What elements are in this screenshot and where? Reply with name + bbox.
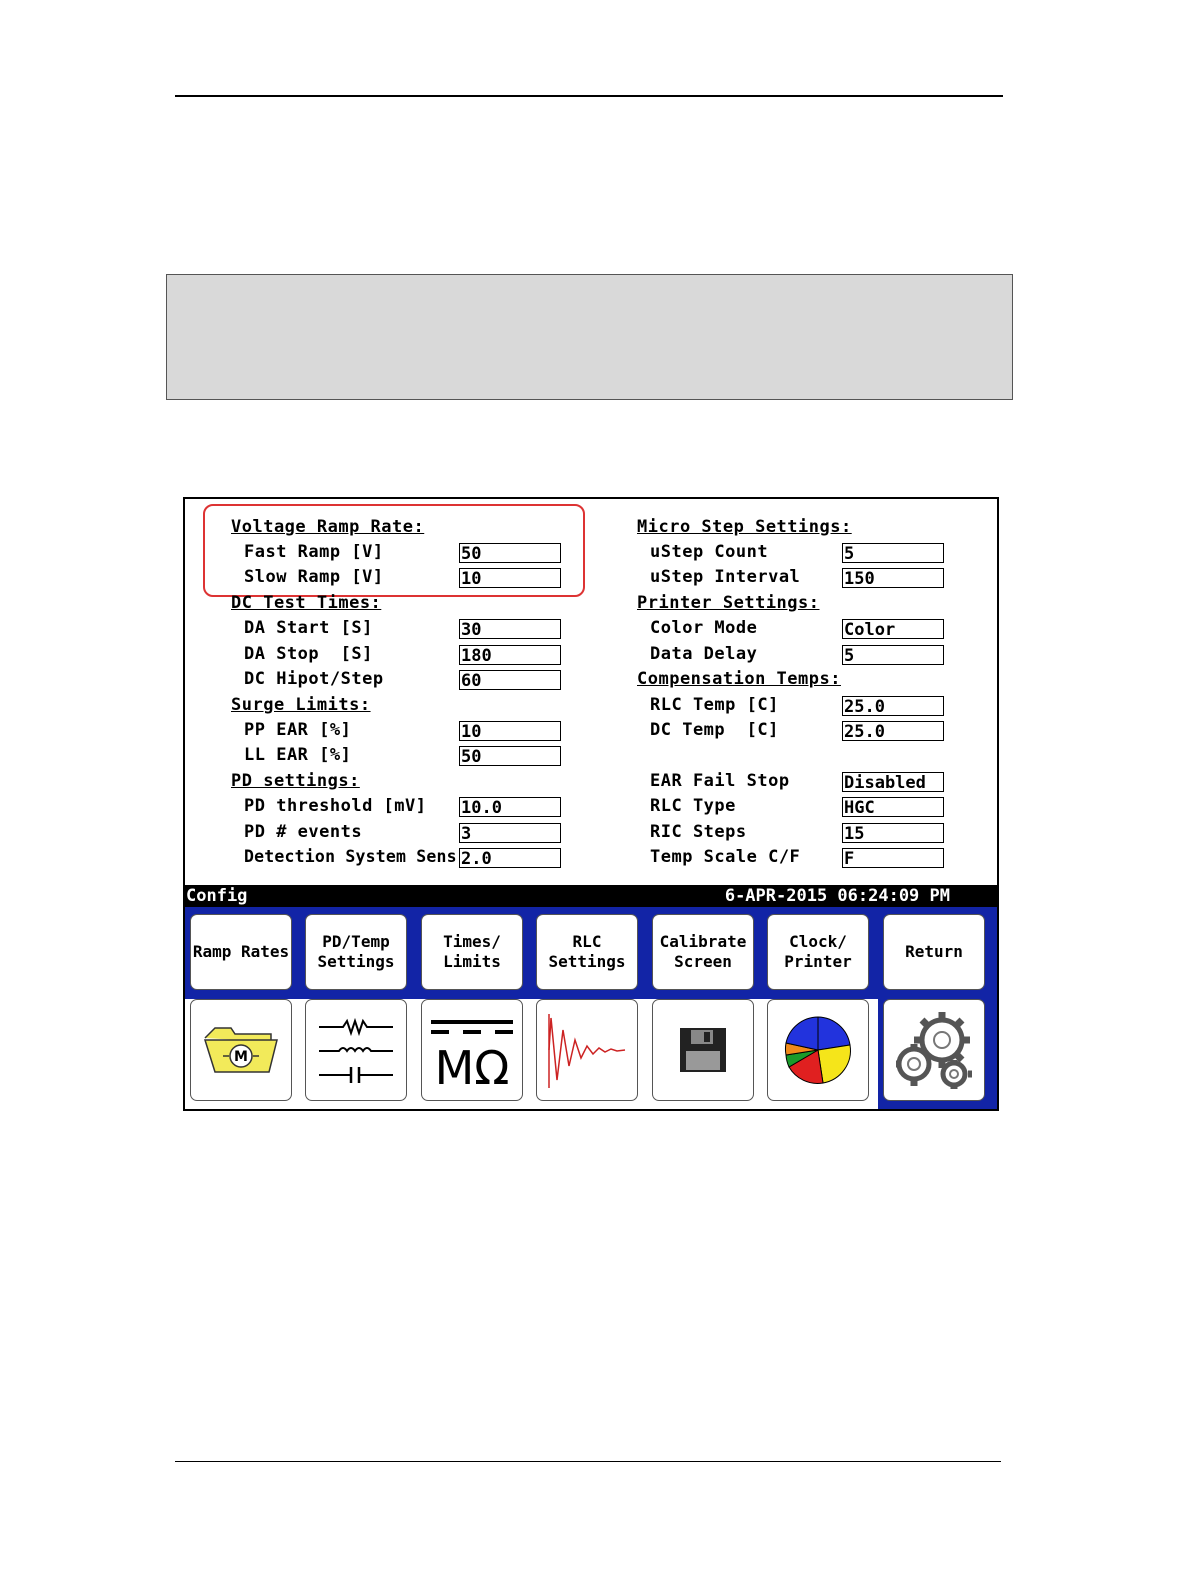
slow-ramp-field[interactable]: 10 — [459, 568, 561, 588]
megohm-icon — [427, 1012, 517, 1088]
dc-test-times-header: DC Test Times: — [231, 593, 382, 613]
dc-temp-label: DC Temp [C] — [650, 720, 779, 740]
data-delay-field[interactable]: 5 — [842, 645, 944, 665]
gears-icon — [892, 1008, 976, 1092]
pd-settings-header: PD settings: — [231, 771, 360, 791]
return-button-label: Return — [905, 942, 963, 961]
megohm-glyph: MΩ — [434, 1041, 510, 1088]
detection-system-sens-label: Detection System Sens — [244, 847, 457, 866]
ear-fail-stop-label: EAR Fail Stop — [650, 771, 790, 791]
waveform-icon — [541, 1010, 633, 1090]
times-limits-button-label: Times/ Limits — [443, 932, 501, 971]
settings-panel — [185, 499, 997, 885]
ric-steps-field[interactable]: 15 — [842, 823, 944, 843]
motor-glyph: M — [234, 1049, 248, 1065]
status-bar — [185, 885, 997, 907]
da-stop-label: DA Stop [S] — [244, 644, 373, 664]
rlc-type-label: RLC Type — [650, 796, 736, 816]
config-screen — [183, 497, 999, 1111]
dc-hipot-step-field[interactable]: 60 — [459, 670, 561, 690]
clock-printer-button[interactable] — [767, 914, 869, 990]
rlc-components-button[interactable] — [305, 999, 407, 1101]
da-start-label: DA Start [S] — [244, 618, 373, 638]
pd-threshold-field[interactable]: 10.0 — [459, 797, 561, 817]
return-button[interactable] — [883, 914, 985, 990]
rlc-settings-button-label: RLC Settings — [548, 932, 626, 971]
ll-ear-field[interactable]: 50 — [459, 746, 561, 766]
da-stop-field[interactable]: 180 — [459, 645, 561, 665]
pd-temp-settings-button[interactable] — [305, 914, 407, 990]
temp-scale-field[interactable]: F — [842, 848, 944, 868]
color-mode-field[interactable]: Color — [842, 619, 944, 639]
compensation-temps-header: Compensation Temps: — [637, 669, 841, 689]
voltage-ramp-rate-header: Voltage Ramp Rate: — [231, 517, 425, 537]
motor-folder-button[interactable] — [190, 999, 292, 1101]
rlc-components-icon — [313, 1015, 399, 1085]
temp-scale-label: Temp Scale C/F — [650, 847, 801, 867]
settings-gears-button[interactable] — [883, 999, 985, 1101]
pp-ear-label: PP EAR [%] — [244, 720, 352, 740]
datetime-display: 6-APR-2015 06:24:09 PM — [724, 886, 950, 906]
pie-chart-icon — [783, 1015, 853, 1085]
fast-ramp-field[interactable]: 50 — [459, 543, 561, 563]
ramp-rates-button-label: Ramp Rates — [192, 942, 290, 961]
calibrate-screen-button-label: Calibrate Screen — [659, 932, 747, 971]
floppy-disk-icon — [680, 1028, 726, 1072]
button-bar — [185, 907, 997, 1109]
ustep-interval-field[interactable]: 150 — [842, 568, 944, 588]
color-mode-label: Color Mode — [650, 618, 758, 638]
ric-steps-label: RIC Steps — [650, 822, 747, 842]
screen-name: Config — [186, 886, 248, 906]
times-limits-button[interactable] — [421, 914, 523, 990]
data-delay-label: Data Delay — [650, 644, 758, 664]
calibrate-screen-button[interactable] — [652, 914, 754, 990]
surge-limits-header: Surge Limits: — [231, 695, 371, 715]
pie-chart-button[interactable] — [767, 999, 869, 1101]
rlc-temp-field[interactable]: 25.0 — [842, 696, 944, 716]
ramp-rates-button[interactable] — [190, 914, 292, 990]
top-page-rule — [175, 95, 1003, 97]
slow-ramp-label: Slow Ramp [V] — [244, 567, 384, 587]
rlc-temp-label: RLC Temp [C] — [650, 695, 779, 715]
ll-ear-label: LL EAR [%] — [244, 745, 352, 765]
da-start-field[interactable]: 30 — [459, 619, 561, 639]
rlc-type-field[interactable]: HGC — [842, 797, 944, 817]
ustep-interval-label: uStep Interval — [650, 567, 801, 587]
dc-hipot-step-label: DC Hipot/Step — [244, 669, 384, 689]
dc-temp-field[interactable]: 25.0 — [842, 721, 944, 741]
save-button[interactable] — [652, 999, 754, 1101]
micro-step-settings-header: Micro Step Settings: — [637, 517, 852, 537]
gray-note-box — [166, 274, 1013, 400]
pd-temp-settings-button-label: PD/Temp Settings — [317, 932, 395, 971]
ustep-count-label: uStep Count — [650, 542, 769, 562]
megohm-button[interactable] — [421, 999, 523, 1101]
pp-ear-field[interactable]: 10 — [459, 721, 561, 741]
pd-events-label: PD # events — [244, 822, 363, 842]
ear-fail-stop-field[interactable]: Disabled — [842, 772, 944, 792]
pd-events-field[interactable]: 3 — [459, 823, 561, 843]
waveform-button[interactable] — [536, 999, 638, 1101]
bottom-page-rule — [175, 1461, 1001, 1462]
motor-folder-icon — [201, 1020, 281, 1080]
pd-threshold-label: PD threshold [mV] — [244, 796, 427, 816]
printer-settings-header: Printer Settings: — [637, 593, 820, 613]
clock-printer-button-label: Clock/ Printer — [784, 932, 852, 971]
fast-ramp-label: Fast Ramp [V] — [244, 542, 384, 562]
detection-system-sens-field[interactable]: 2.0 — [459, 848, 561, 868]
rlc-settings-button[interactable] — [536, 914, 638, 990]
ustep-count-field[interactable]: 5 — [842, 543, 944, 563]
